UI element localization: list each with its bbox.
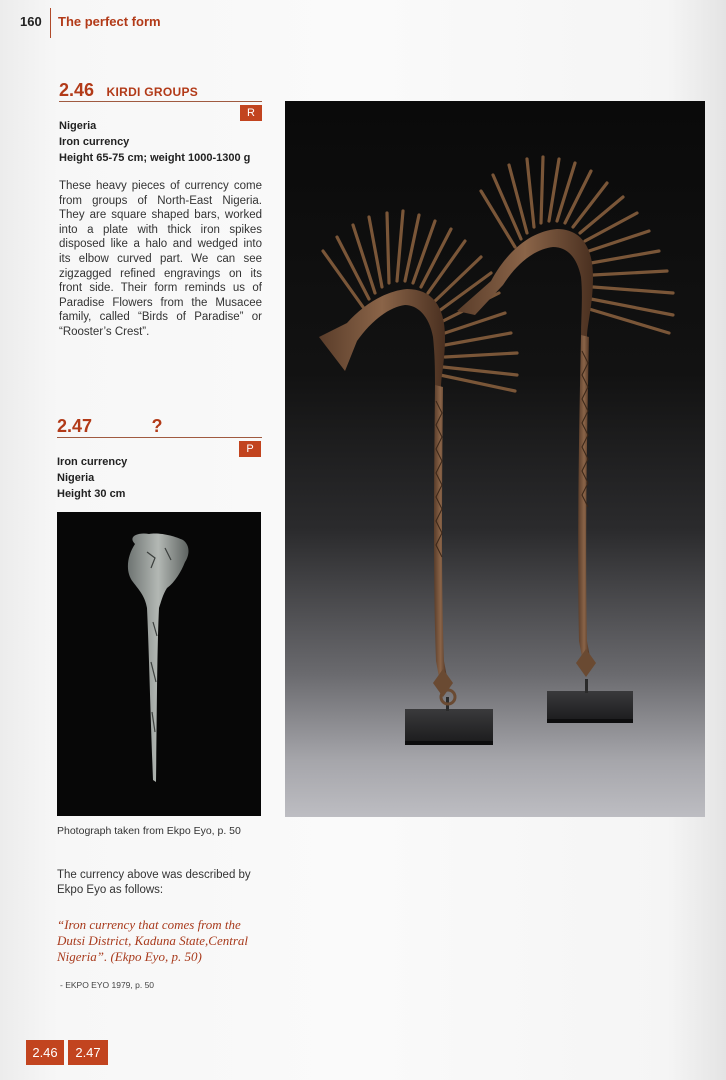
entry-246-title: KIRDI GROUPS bbox=[106, 85, 199, 99]
page-number: 160 bbox=[20, 14, 42, 29]
entry-247-reference: - EKPO EYO 1979, p. 50 bbox=[60, 980, 155, 990]
entry-247-number: 2.47 bbox=[57, 416, 93, 436]
entry-247-title: ? bbox=[151, 416, 163, 436]
header-divider bbox=[50, 8, 51, 38]
entry-246-type: Iron currency bbox=[59, 136, 130, 148]
entry-247-described-text: The currency above was described by Ekpo Eyo as follows: bbox=[57, 869, 251, 896]
entry-246-country: Nigeria bbox=[59, 120, 97, 132]
kirdi-currency-image bbox=[285, 101, 705, 817]
iron-spike-image bbox=[57, 512, 261, 816]
entry-247-badge: P bbox=[239, 441, 261, 457]
entry-247-photo-caption: Photograph taken from Ekpo Eyo, p. 50 bbox=[57, 825, 241, 837]
footer-tab-247[interactable]: 2.47 bbox=[68, 1040, 108, 1065]
entry-247-rule bbox=[57, 437, 262, 438]
running-title: The perfect form bbox=[58, 14, 161, 29]
entry-246-number: 2.46 bbox=[59, 80, 95, 100]
entry-247-photo bbox=[57, 512, 261, 816]
entry-246-badge: R bbox=[240, 105, 262, 121]
entry-247-type: Iron currency bbox=[57, 456, 128, 468]
right-currency bbox=[457, 157, 673, 677]
entry-246-dimensions: Height 65-75 cm; weight 1000-1300 g bbox=[59, 152, 251, 164]
entry-246-rule bbox=[59, 101, 262, 102]
entry-247-heading bbox=[57, 416, 163, 437]
entry-246-heading bbox=[59, 80, 198, 101]
entry-246-photo bbox=[285, 101, 705, 817]
entry-246-description: These heavy pieces of currency come from groups of North-East Nigeria. They are square shaped bars, worked into a plate with thick iron spikes disposed like a halo and wedged into its elbow curved part. We can see zigzagged refined engravings on its front side. Their form reminds us of Paradise Flowers from the Musacee family, called “Birds of Paradise” or “Rooster’s Crest”. bbox=[59, 180, 262, 338]
entry-246-meta bbox=[59, 118, 250, 166]
entry-247-meta bbox=[57, 454, 127, 502]
entry-247-country: Nigeria bbox=[57, 472, 95, 484]
entry-247-dimensions: Height 30 cm bbox=[57, 488, 126, 500]
entry-247-quote: “Iron currency that comes from the Dutsi District, Kaduna State,Central Nigeria”. (Ekpo Eyo, p. 50) bbox=[57, 917, 249, 964]
footer-tab-246[interactable]: 2.46 bbox=[26, 1040, 64, 1065]
